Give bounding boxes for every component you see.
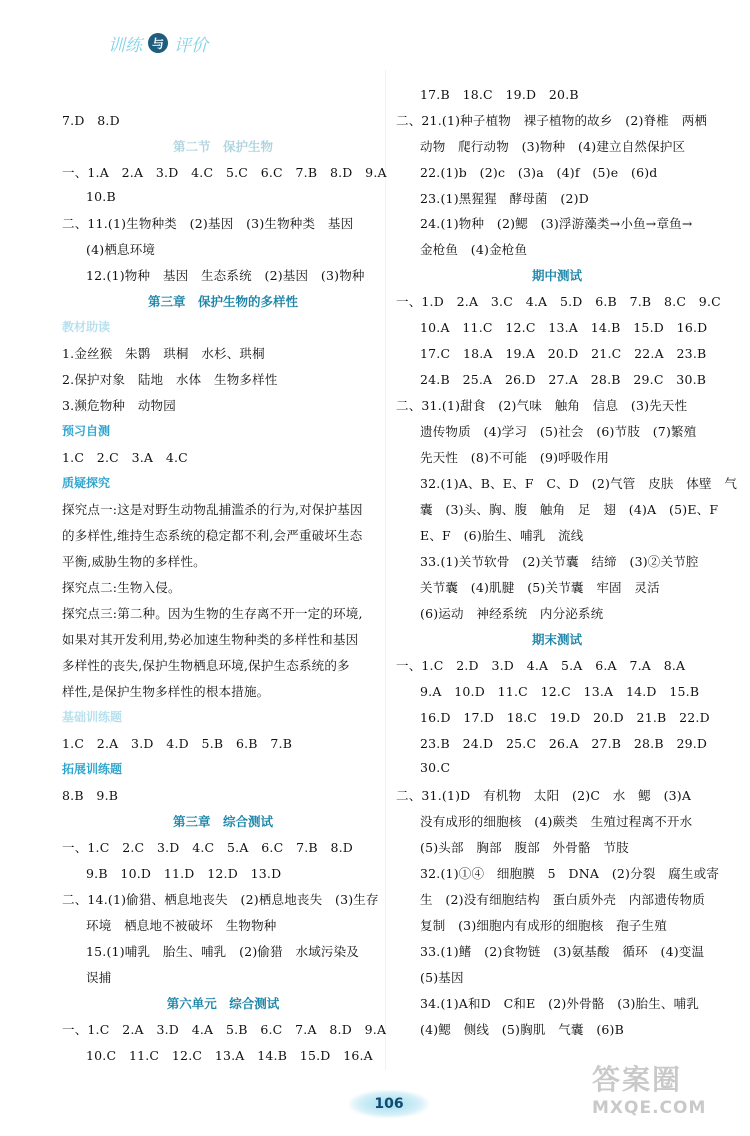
answer-line: 9.B 10.D 11.D 12.D 13.D: [86, 866, 282, 881]
subsection-label: 教材助读: [62, 320, 111, 334]
answer-line: 金枪鱼 (4)金枪鱼: [420, 242, 528, 257]
answer-line: 探究点一:这是对野生动物乱捕滥杀的行为,对保护基因: [62, 502, 363, 517]
answer-line: 平衡,威胁生物的多样性。: [62, 554, 206, 569]
answer-line: 1.C 2.A 3.D 4.D 5.B 6.B 7.B: [62, 736, 293, 751]
answer-line: 二、31.(1)甜食 (2)气味 触角 信息 (3)先天性: [396, 398, 688, 413]
answer-line: 多样性的丧失,保护生物栖息环境,保护生态系统的多: [62, 658, 350, 673]
answer-line: 8.B 9.B: [62, 788, 119, 803]
answer-line: 一、1.C 2.A 3.D 4.A 5.B 6.C 7.A 8.D 9.A: [62, 1022, 387, 1037]
answer-line: (4)栖息环境: [86, 242, 156, 257]
answer-line: 24.(1)物种 (2)鳃 (3)浮游藻类→小鱼→章鱼→: [420, 216, 693, 231]
answer-line: 2.保护对象 陆地 水体 生物多样性: [62, 372, 278, 387]
section-heading: 期中测试: [531, 268, 582, 283]
answer-line: 探究点三:第二种。因为生物的生存离不开一定的环境,: [62, 606, 363, 621]
section-heading: 第三章 保护生物的多样性: [147, 294, 298, 309]
answer-line: 复制 (3)细胞内有成形的细胞核 孢子生殖: [420, 918, 667, 933]
answer-line: 没有成形的细胞核 (4)蕨类 生殖过程离不开水: [420, 814, 693, 829]
answer-line: 10.B: [86, 189, 116, 204]
subsection-label: 预习自测: [62, 424, 111, 438]
answer-line: 1.C 2.C 3.A 4.C: [62, 450, 188, 465]
answer-line: (5)头部 胸部 腹部 外骨骼 节肢: [420, 840, 629, 855]
answer-line: 24.B 25.A 26.D 27.A 28.B 29.C 30.B: [420, 372, 707, 387]
answer-line: 一、1.D 2.A 3.C 4.A 5.D 6.B 7.B 8.C 9.C: [396, 294, 721, 309]
answer-line: 30.C: [420, 760, 451, 775]
logo-mark: 与: [148, 33, 168, 53]
answer-line: E、F (6)胎生、哺乳 流线: [420, 528, 584, 543]
answer-line: 33.(1)关节软骨 (2)关节囊 结缔 (3)②关节腔: [420, 554, 699, 569]
page-number: 106: [349, 1090, 429, 1118]
logo-text-right: 评价: [174, 35, 208, 56]
answer-line: 10.A 11.C 12.C 13.A 14.B 15.D 16.D: [420, 320, 708, 335]
answer-line: 32.(1)A、B、E、F C、D (2)气管 皮肤 体壁 气: [420, 476, 738, 491]
watermark-text: 答案圈: [592, 1063, 683, 1096]
answer-line: 生 (2)没有细胞结构 蛋白质外壳 内部遗传物质: [420, 892, 706, 907]
answer-line: 二、11.(1)生物种类 (2)基因 (3)生物种类 基因: [62, 216, 354, 231]
answer-line: 15.(1)哺乳 胎生、哺乳 (2)偷猎 水域污染及: [86, 944, 359, 959]
answer-line: 遗传物质 (4)学习 (5)社会 (6)节肢 (7)繁殖: [420, 424, 697, 439]
answer-line: (5)基因: [420, 970, 464, 985]
answer-line: (6)运动 神经系统 内分泌系统: [420, 606, 604, 621]
answer-line: 12.(1)物种 基因 生态系统 (2)基因 (3)物种: [86, 268, 365, 283]
subsection-label: 拓展训练题: [62, 762, 123, 776]
answer-line: (4)鳃 侧线 (5)胸肌 气囊 (6)B: [420, 1022, 625, 1037]
answer-line: 16.D 17.D 18.C 19.D 20.D 21.B 22.D: [420, 710, 710, 725]
answer-line: 关节囊 (4)肌腱 (5)关节囊 牢固 灵活: [420, 580, 660, 595]
answer-line: 动物 爬行动物 (3)物种 (4)建立自然保护区: [420, 139, 686, 154]
answer-line: 二、14.(1)偷猎、栖息地丧失 (2)栖息地丧失 (3)生存: [62, 892, 379, 907]
answer-line: 二、21.(1)种子植物 裸子植物的故乡 (2)脊椎 两栖: [396, 113, 708, 128]
answer-line: 17.B 18.C 19.D 20.B: [420, 87, 579, 102]
subsection-label: 质疑探究: [62, 476, 111, 490]
column-divider: [385, 70, 386, 1070]
book-logo: [108, 28, 208, 58]
logo-text-left: 训练: [108, 35, 142, 56]
answer-line: 囊 (3)头、胸、腹 触角 足 翅 (4)A (5)E、F: [420, 502, 719, 517]
answer-line: 9.A 10.D 11.C 12.C 13.A 14.D 15.B: [420, 684, 700, 699]
answer-line: 7.D 8.D: [62, 113, 120, 128]
answer-line: 先天性 (8)不可能 (9)呼吸作用: [420, 450, 610, 465]
answer-line: 样性,是保护生物多样性的根本措施。: [62, 684, 270, 699]
watermark: [592, 1058, 742, 1128]
answer-line: 23.(1)黑猩猩 酵母菌 (2)D: [420, 191, 589, 206]
subsection-label: 基础训练题: [62, 710, 123, 724]
answer-line: 17.C 18.A 19.A 20.D 21.C 22.A 23.B: [420, 346, 707, 361]
answer-line: 23.B 24.D 25.C 26.A 27.B 28.B 29.D: [420, 736, 708, 751]
answer-line: 如果对其开发利用,势必加速生物种类的多样性和基因: [62, 632, 359, 647]
answer-line: 一、1.C 2.C 3.D 4.C 5.A 6.C 7.B 8.D: [62, 840, 354, 855]
section-heading: 第三章 综合测试: [172, 814, 273, 829]
section-heading: 第二节 保护生物: [172, 139, 273, 154]
answer-line: 10.C 11.C 12.C 13.A 14.B 15.D 16.A: [86, 1048, 373, 1063]
answer-line: 一、1.C 2.D 3.D 4.A 5.A 6.A 7.A 8.A: [396, 658, 686, 673]
answer-line: 33.(1)鳍 (2)食物链 (3)氨基酸 循环 (4)变温: [420, 944, 705, 959]
answer-line: 一、1.A 2.A 3.D 4.C 5.C 6.C 7.B 8.D 9.A: [62, 165, 387, 180]
watermark-url: MXQE.COM: [592, 1098, 707, 1118]
answer-line: 误捕: [86, 970, 112, 985]
answer-line: 3.濒危物种 动物园: [62, 398, 176, 413]
answer-line: 34.(1)A和D C和E (2)外骨骼 (3)胎生、哺乳: [420, 996, 700, 1011]
answer-line: 探究点二:生物入侵。: [62, 580, 181, 595]
section-heading: 期末测试: [531, 632, 582, 647]
answer-line: 32.(1)①④ 细胞膜 5 DNA (2)分裂 腐生或寄: [420, 866, 720, 881]
answer-line: 1.金丝猴 朱鹮 珙桐 水杉、珙桐: [62, 346, 265, 361]
answer-line: 环境 栖息地不被破坏 生物物种: [86, 918, 277, 933]
answer-line: 二、31.(1)D 有机物 太阳 (2)C 水 鳃 (3)A: [396, 788, 692, 803]
answer-line: 22.(1)b (2)c (3)a (4)f (5)e (6)d: [420, 165, 658, 180]
section-heading: 第六单元 综合测试: [166, 996, 280, 1011]
answer-line: 的多样性,维持生态系统的稳定都不利,会严重破坏生态: [62, 528, 363, 543]
